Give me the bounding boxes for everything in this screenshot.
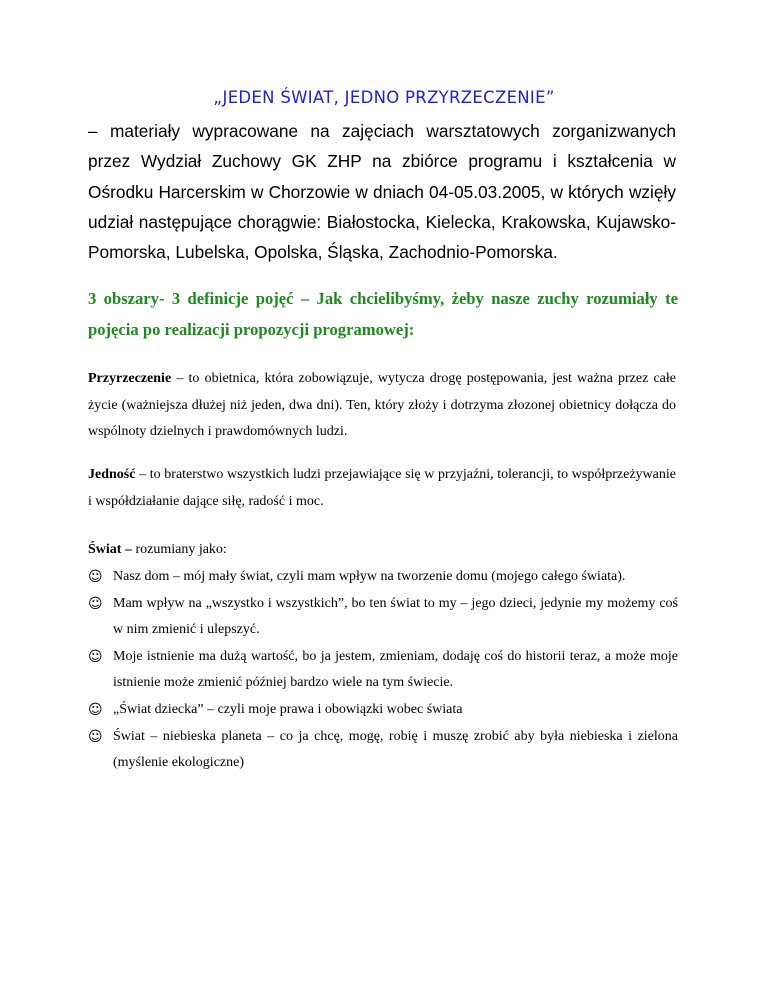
list-item-text: „Świat dziecka” – czyli moje prawa i obowiązki wobec świata [113, 701, 463, 717]
definition-term: Przyrzeczenie [88, 371, 172, 386]
list-item [88, 564, 678, 591]
definition-promise [88, 366, 676, 446]
definition-term: Świat – [88, 542, 132, 557]
list-item-text: Świat – niebieska planeta – co ja chcę, mogę, robię i muszę zrobić aby była niebieska i zielona (myślenie ekologiczne) [113, 728, 678, 771]
definition-world [88, 537, 676, 564]
list-item [88, 697, 678, 724]
definition-text: rozumiany jako: [131, 542, 227, 557]
list-item [88, 644, 678, 697]
list-item-text: Mam wpływ na „wszystko i wszystkich”, bo ten świat to my – jego dzieci, jedynie my możemy coś w nim zmienić i ulepszyć. [113, 595, 678, 638]
document-title: „JEDEN ŚWIAT, JEDNO PRZYRZECZENIE” [213, 88, 555, 107]
definition-term: Jedność [88, 467, 136, 482]
section-heading: 3 obszary- 3 definicje pojęć – Jak chcielibyśmy, żeby nasze zuchy rozumiały te pojęcia po realizacji propozycji programowej: [88, 289, 678, 339]
definition-unity [88, 462, 676, 515]
list-item-text: Moje istnienie ma dużą wartość, bo ja jestem, zmieniam, dodaję coś do historii teraz, a może moje istnienie może zmienić później bardzo wiele na tym świecie. [113, 648, 678, 691]
world-bullet-list [88, 564, 678, 777]
smiley-icon: ☺ [88, 595, 103, 612]
definition-text: – to braterstwo wszystkich ludzi przejawiające się w przyjaźni, tolerancji, to współprzeżywanie i współdziałanie dające siłę, radość i moc. [88, 467, 676, 509]
list-item [88, 591, 678, 644]
smiley-icon: ☺ [88, 701, 103, 718]
smiley-icon: ☺ [88, 728, 103, 745]
list-item [88, 724, 678, 777]
smiley-icon: ☺ [88, 648, 103, 665]
smiley-icon: ☺ [88, 569, 103, 585]
list-item-text: Nasz dom – mój mały świat, czyli mam wpływ na tworzenie domu (mojego całego świata). [113, 569, 626, 584]
definition-text: – to obietnica, która zobowiązuje, wytycza drogę postępowania, jest ważna przez całe życie (ważniejsza dłużej niż jeden, dwa dni). Ten, który złoży i dotrzyma złozonej obietnicy dołącza do wspólnoty dzielnych i prawdomównych ludzi. [88, 371, 676, 440]
intro-paragraph: – materiały wypracowane na zajęciach warsztatowych zorganizwanych przez Wydział Zuchowy GK ZHP na zbiórce programu i kształcenia w Ośrodku Harcerskim w Chorzowie w dniach 04-05.03.2005, w których wzięły udział następujące chorągwie: Białostocka, Kielecka, Krakowska, Kujawsko-Pomorska, Lubelska, Opolska, Śląska, Zachodnio-Pomorska. [88, 121, 676, 263]
